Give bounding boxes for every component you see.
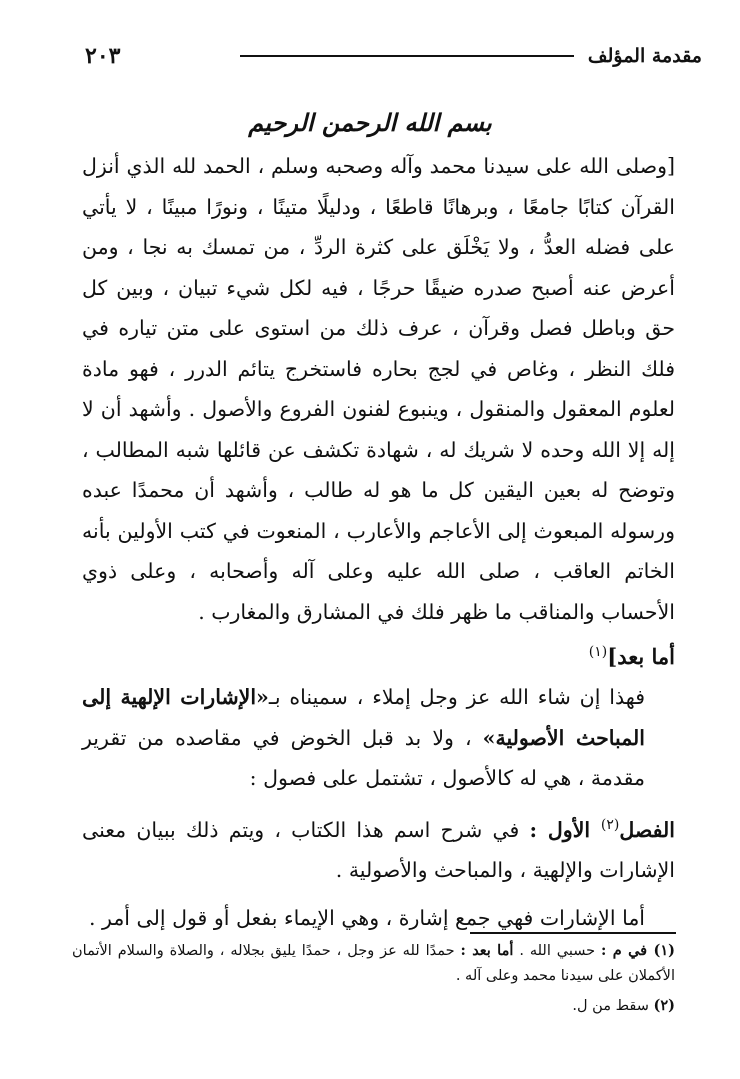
intro-paragraph: [وصلى الله على سيدنا محمد وآله وصحبه وسلم ، الحمد لله الذي أنزل القرآن كتابًا جامعًا ، وبرهانًا قاطعًا ، ودليلًا متينًا ، ونورًا مبينًا ، لا يأتي على فضله العدُّ ، ولا يَخْلَق على كثرة الردِّ ، من تمسك به نجا ، ومن أعرض عنه أصبح صدره ضيقًا حرجًا ، فيه لكل شيء تبيان ، وبين كل حق وباطل فصل وقرآن ، عرف ذلك من استوى على متن تياره في فلك النظر ، وغاص في لجج بحاره فاستخرج يتائم الدرر ، فهو مادة لعلوم المعقول والمنقول ، وينبوع لفنون الفروع والأصول . وأشهد أن لا إله إلا الله وحده لا شريك له ، شهادة تكشف عن قائلها شبه المطالب ، وتوضح له بعين اليقين كل ما هو له طالب ، وأشهد أن محمدًا عبده ورسوله المبعوث إلى الأعاجم والأعارب ، المنعوت في كتب الأولين بأنه الخاتم العاقب ، صلى الله عليه وعلى آله وأصحابه ، وعلى ذوي الأحساب والمناقب ما ظهر فلك في المشارق والمغارب . [82, 154, 675, 624]
header-rule [240, 55, 573, 57]
footnote-ref-2: (٢) [600, 816, 620, 833]
basmala: بسم الله الرحمن الرحيم [248, 108, 492, 137]
section-heading-text: أما بعد] [607, 644, 675, 669]
footnote-1 [72, 938, 675, 989]
footnote-1-bold: أما بعد : [460, 942, 514, 959]
footnote-1-text-a: حسبي الله . [513, 943, 602, 959]
paragraph-2 [82, 677, 675, 799]
chapter-lead: الفصل [619, 817, 675, 842]
page-number: ٢٠٣ [85, 43, 121, 69]
page-header [85, 36, 702, 76]
footnote-2-text: سقط من ل. [572, 998, 654, 1014]
footnotes [72, 938, 675, 1023]
running-title: مقدمة المؤلف [587, 45, 702, 67]
paragraph-2-end: ، ولا بد قبل الخوض في مقاصده من تقرير مقدمة ، هي له كالأصول ، تشتمل على فصول : [82, 725, 645, 790]
footnote-2-label: (٢) [653, 997, 675, 1014]
section-heading [82, 632, 675, 677]
chapter-lead-2: الأول : [529, 817, 601, 842]
paragraph-3 [82, 805, 675, 891]
footnote-ref-1: (١) [588, 644, 608, 660]
main-text [82, 146, 675, 939]
paragraph-3-rest: في شرح اسم هذا الكتاب ، ويتم ذلك ببيان معنى الإشارات والإلهية ، والمباحث والأصولية . [82, 817, 675, 882]
footnote-2 [72, 993, 675, 1019]
footnote-rule [470, 932, 676, 934]
paragraph-4: أما الإشارات فهي جمع إشارة ، وهي الإيماء بفعل أو قول إلى أمر . [88, 906, 645, 931]
footnote-1-text-b: حمدًا لله عز وجل ، حمدًا يليق بجلاله ، والصلاة والسلام الأتمان الأكملان على سيدنا محمد وعلى آله . [72, 943, 675, 984]
book-title: «الإشارات الإلهية إلى المباحث الأصولية» [82, 685, 645, 750]
footnote-1-label: (١) في م : [601, 942, 675, 959]
paragraph-2-start: فهذا إن شاء الله عز وجل إملاء ، سميناه بـ [268, 685, 645, 709]
